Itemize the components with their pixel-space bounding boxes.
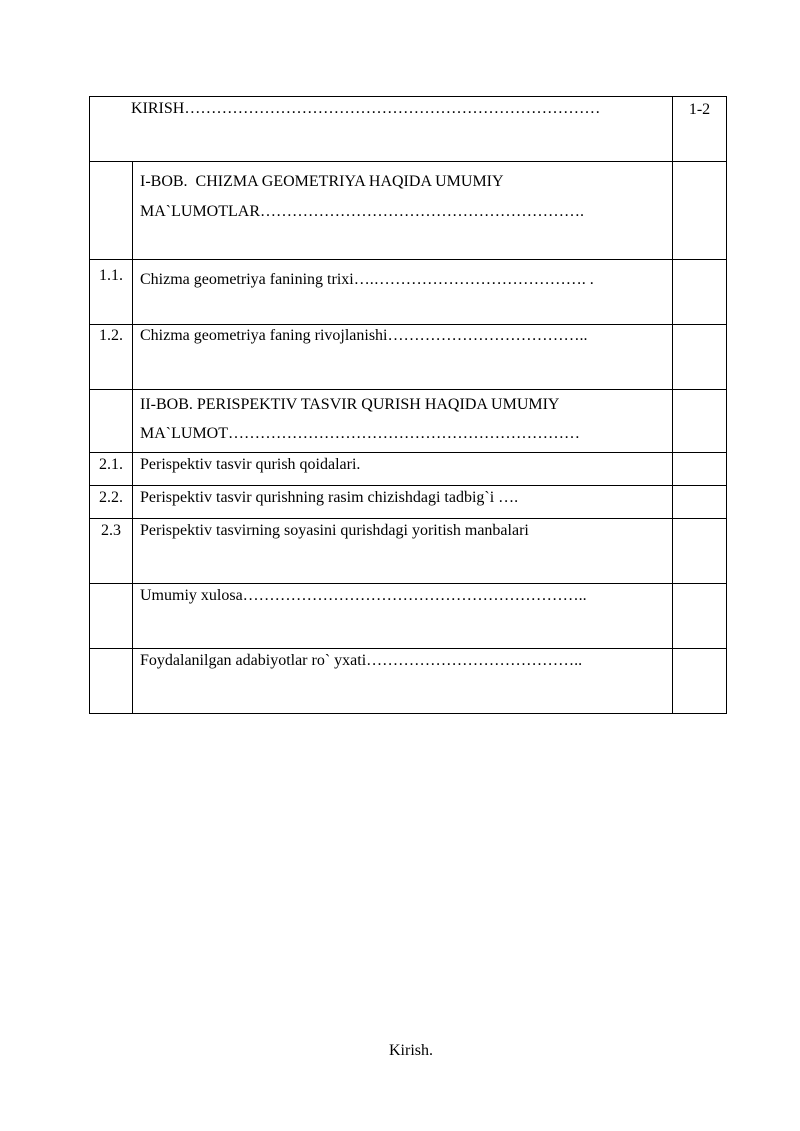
toc-row-number [90, 584, 133, 649]
toc-row-page [673, 453, 727, 486]
toc-row-page [673, 390, 727, 453]
toc-row-2-2 [90, 486, 727, 519]
toc-row-references [90, 649, 727, 714]
toc-row-chapter-1 [90, 162, 727, 260]
toc-row-title: Umumiy xulosa……………………………………………………….. [133, 584, 673, 649]
toc-row-title: Perispektiv tasvir qurishning rasim chizishdagi tadbig`i …. [133, 486, 673, 519]
toc-row-page [673, 162, 727, 260]
toc-row-intro [90, 97, 727, 162]
toc-row-1-1 [90, 260, 727, 325]
toc-intro-title: KIRISH…………………………………………………………………… [90, 97, 673, 162]
toc-row-number [90, 162, 133, 260]
toc-row-number: 2.1. [90, 453, 133, 486]
toc-row-number [90, 390, 133, 453]
toc-row-number: 2.2. [90, 486, 133, 519]
table-of-contents [89, 96, 727, 714]
toc-row-title: Perispektiv tasvirning soyasini qurishdagi yoritish manbalari [133, 519, 673, 584]
toc-row-2-1 [90, 453, 727, 486]
toc-intro-page: 1-2 [673, 97, 727, 162]
toc-row-number: 2.3 [90, 519, 133, 584]
toc-row-1-2 [90, 325, 727, 390]
toc-row-title: I-BOB. CHIZMA GEOMETRIYA HAQIDA UMUMIY MA`LUMOTLAR……………………………………………………. [133, 162, 673, 260]
toc-row-chapter-2 [90, 390, 727, 453]
toc-row-page [673, 649, 727, 714]
toc-row-page [673, 260, 727, 325]
toc-row-number [90, 649, 133, 714]
toc-row-2-3 [90, 519, 727, 584]
toc-row-title: II-BOB. PERISPEKTIV TASVIR QURISH HAQIDA UMUMIY MA`LUMOT………………………………………………………… [133, 390, 673, 453]
toc-row-title: Chizma geometriya faning rivojlanishi……………………………….. [133, 325, 673, 390]
section-heading: Kirish. [389, 1042, 433, 1059]
toc-row-page [673, 584, 727, 649]
toc-row-number: 1.2. [90, 325, 133, 390]
toc-row-page [673, 486, 727, 519]
toc-row-title: Chizma geometriya fanining trixi….…………………………………. . [133, 260, 673, 325]
toc-row-title: Perispektiv tasvir qurish qoidalari. [133, 453, 673, 486]
toc-row-page [673, 325, 727, 390]
toc-row-number: 1.1. [90, 260, 133, 325]
toc-row-page [673, 519, 727, 584]
toc-row-title: Foydalanilgan adabiyotlar ro` yxati………………………………….. [133, 649, 673, 714]
toc-row-conclusion [90, 584, 727, 649]
